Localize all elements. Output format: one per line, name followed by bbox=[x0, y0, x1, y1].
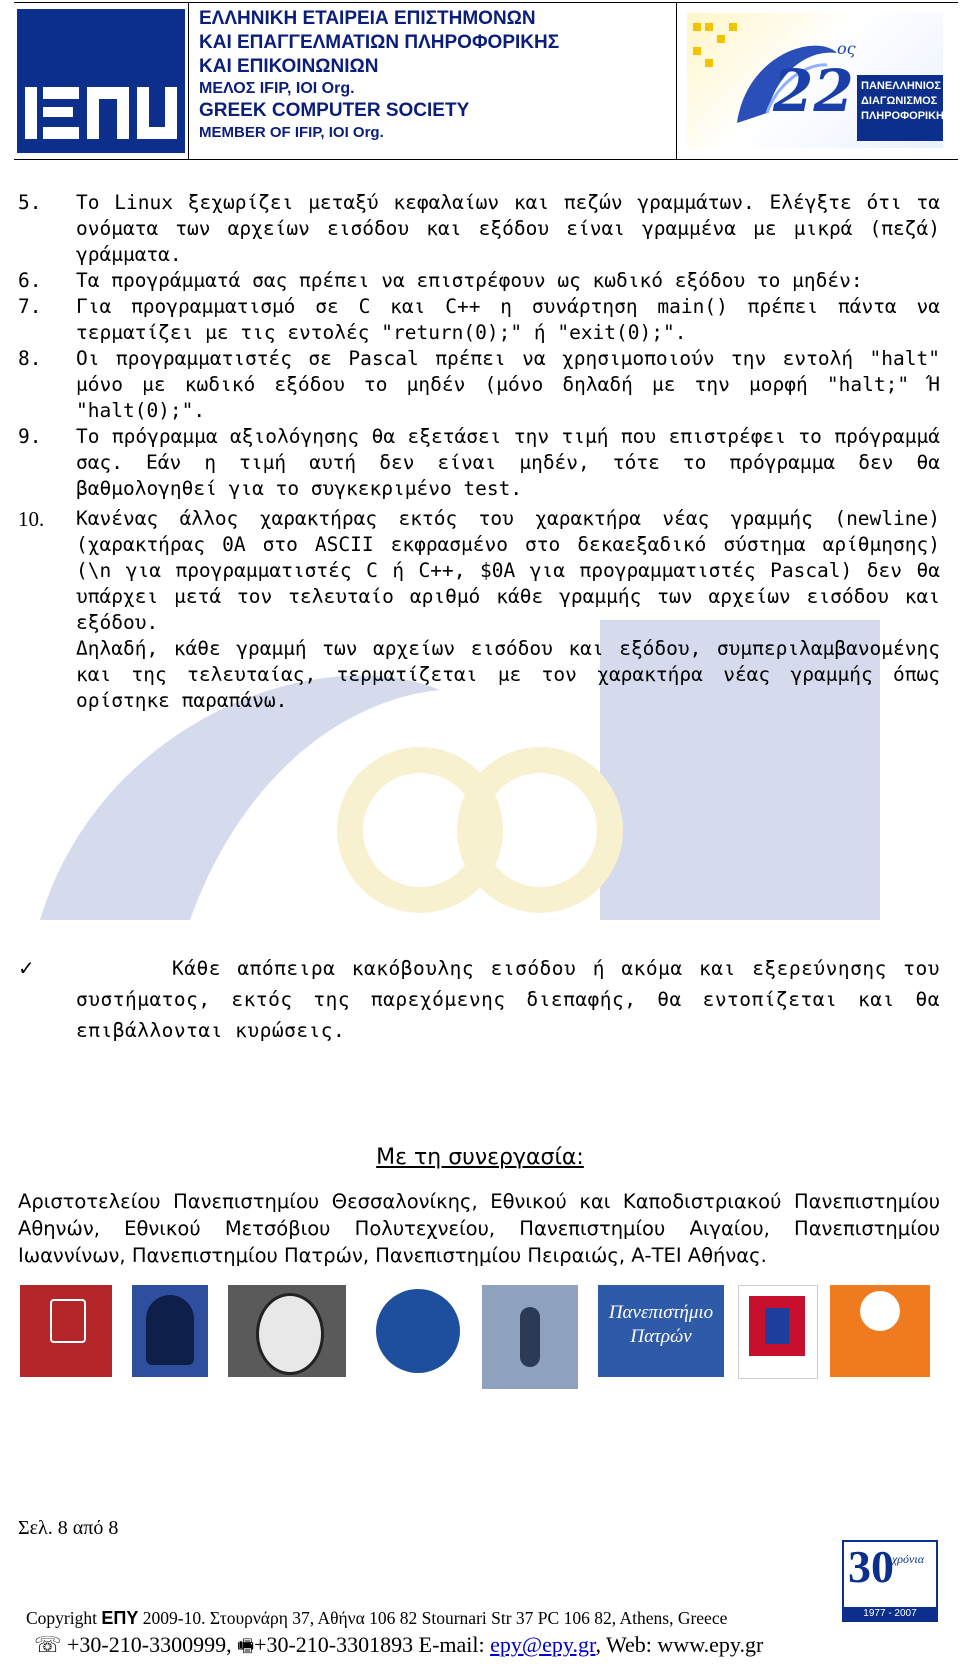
item-number: 6. bbox=[18, 269, 42, 292]
anniversary-years: 1977 - 2007 bbox=[844, 1607, 936, 1620]
society-gr-line1: ΕΛΛΗΝΙΚΗ ΕΤΑΙΡΕΙΑ ΕΠΙΣΤΗΜΟΝΩΝ bbox=[199, 8, 536, 29]
anniversary-number: 30 bbox=[848, 1541, 894, 1592]
item-text: Κανένας άλλος χαρακτήρας εκτός του χαρακτήρα νέας γραμμής (newline) (χαρακτήρας 0A στο ASCII εκφρασμένο στο δεκαεξαδικό σύστημα αρίθμησης) (\n για προγραμματιστές C ή C++, $0A για προγραμματιστές Pascal) δεν θα υπάρχει μετά τον τελευταίο αριθμό κάθε γραμμής των αρχείων εισόδου και εξόδου. bbox=[76, 507, 940, 634]
item-number: 5. bbox=[18, 191, 42, 214]
list-item bbox=[18, 424, 940, 502]
unipi-logo-icon bbox=[738, 1285, 818, 1379]
auth-logo-icon bbox=[20, 1285, 112, 1377]
teiath-logo-icon bbox=[830, 1285, 930, 1377]
uoi-logo-icon bbox=[482, 1285, 578, 1389]
web-address: , Web: www.epy.gr bbox=[595, 1632, 764, 1657]
list-item bbox=[18, 346, 940, 424]
email-label: E-mail: bbox=[418, 1632, 485, 1657]
contest-number: 22 bbox=[773, 57, 854, 125]
contest-suffix: ος bbox=[837, 39, 856, 58]
epy-logo-cell bbox=[14, 3, 189, 159]
list-item bbox=[18, 190, 940, 268]
page-number: Σελ. 8 από 8 bbox=[18, 1517, 119, 1539]
item-text: Οι προγραμματιστές σε Pascal πρέπει να χρησιμοποιούν την εντολή "halt" μόνο με κωδικό εξόδου το μηδέν (μόνο δηλαδή με την μορφή "halt;" Ή "halt(0);". bbox=[76, 347, 940, 422]
patras-logo-text: Πανεπιστήμιο Πατρών bbox=[598, 1285, 724, 1377]
cooperation-title: Με τη συνεργασία: bbox=[376, 1145, 584, 1170]
item-text: Το πρόγραμμα αξιολόγησης θα εξετάσει την τιμή που επιστρέφει το πρόγραμμά σας. Εάν η τιμή αυτή δεν είναι μηδέν, τότε το πρόγραμμα δεν θα βαθμολογηθεί για το συγκεκριμένο test. bbox=[76, 425, 940, 500]
letterhead bbox=[14, 2, 958, 160]
item-number: 7. bbox=[18, 295, 42, 318]
anniversary-caption: χρόνια bbox=[892, 1552, 924, 1566]
contest-logo-icon bbox=[687, 13, 951, 148]
society-gr-line2: ΚΑΙ ΕΠΑΓΓΕΛΜΑΤΙΩΝ ΠΛΗΡΟΦΟΡΙΚΗΣ bbox=[199, 32, 560, 53]
cooperation-text: Αριστοτελείου Πανεπιστημίου Θεσσαλονίκης, Εθνικού και Καποδιστριακού Πανεπιστημίου Αθηνών, Εθνικού Μετσόβιου Πολυτεχνείου, Πανεπιστημίου Αιγαίου, Πανεπιστημίου Ιωαννίνων, Πανεπιστημίου Πατρών, Πανεπιστημίου Πειραιώς, Α-ΤΕΙ Αθήνας. bbox=[18, 1190, 940, 1267]
item-number: 8. bbox=[18, 347, 42, 370]
security-notice bbox=[18, 953, 940, 1046]
society-en: GREEK COMPUTER SOCIETY bbox=[199, 100, 470, 121]
university-logos bbox=[20, 1285, 940, 1391]
copyright-address: 2009-10. Στουρνάρη 37, Αθήνα 106 82 Stournari Str 37 PC 106 82, Athens, Greece bbox=[142, 1608, 728, 1628]
footer-brand: ΕΠΥ bbox=[101, 1608, 139, 1628]
society-name bbox=[189, 3, 677, 159]
society-en-member: MEMBER OF IFIP, IOI Org. bbox=[199, 124, 384, 141]
item-text: Τα προγράμματά σας πρέπει να επιστρέφουν ως κωδικό εξόδου το μηδέν: bbox=[76, 269, 863, 292]
phone-icon: ☏ bbox=[34, 1632, 62, 1657]
phone-number: +30-210-3300999, bbox=[67, 1632, 232, 1657]
item-number: 10. bbox=[18, 507, 45, 531]
uoa-logo-icon bbox=[132, 1285, 208, 1377]
contest-logo bbox=[677, 3, 958, 159]
notice-text: Κάθε απόπειρα κακόβουλης εισόδου ή ακόμα και εξερεύνησης του συστήματος, εκτός της παρεχόμενης διεπαφής, θα εντοπίζεται και θα επιβάλλονται κυρώσεις. bbox=[76, 957, 940, 1042]
item-10-note: Δηλαδή, κάθε γραμμή των αρχείων εισόδου και εξόδου, συμπεριλαμβανομένης και της τελευταίας, τερματίζεται με τον χαρακτήρα νέας γραμμής όπως ορίστηκε παραπάνω. bbox=[76, 637, 940, 712]
fax-number: +30-210-3301893 bbox=[254, 1632, 414, 1657]
email-link[interactable]: epy@epy.gr bbox=[490, 1632, 596, 1657]
aegean-logo-icon bbox=[370, 1285, 466, 1377]
list-item bbox=[18, 268, 940, 294]
item-text: Το Linux ξεχωρίζει μεταξύ κεφαλαίων και πεζών γραμμάτων. Ελέγξτε ότι τα ονόματα των αρχείων εισόδου και εξόδου είναι γραμμένα με μικρά (πεζά) γράμματα. bbox=[76, 191, 940, 266]
checkmark-icon: ✓ bbox=[18, 956, 36, 980]
list-item bbox=[18, 506, 940, 636]
footer-contact bbox=[34, 1632, 763, 1664]
contest-name: ΠΑΝΕΛΛΗΝΙΟΣ ΔΙΑΓΩΝΙΣΜΟΣ ΠΛΗΡΟΦΟΡΙΚΗΣ bbox=[857, 75, 943, 141]
copyright-prefix: Copyright bbox=[26, 1608, 97, 1628]
society-gr-member: ΜΕΛΟΣ IFIP, IOI Org. bbox=[199, 80, 355, 97]
fax-icon: 🖷 bbox=[237, 1636, 255, 1657]
society-gr-line3: ΚΑΙ ΕΠΙΚΟΙΝΩΝΙΩΝ bbox=[199, 56, 379, 77]
rules-list bbox=[18, 190, 940, 714]
item-number: 9. bbox=[18, 425, 42, 448]
ntua-logo-icon bbox=[228, 1285, 346, 1377]
list-item bbox=[18, 294, 940, 346]
epy-logo-icon bbox=[17, 9, 185, 153]
footer-copyright bbox=[26, 1608, 727, 1629]
item-text: Για προγραμματισμό σε C και C++ η συνάρτηση main() πρέπει πάντα να τερματίζει με τις εντολές "return(0);" ή "exit(0);". bbox=[76, 295, 940, 344]
anniversary-logo-icon bbox=[842, 1540, 938, 1622]
